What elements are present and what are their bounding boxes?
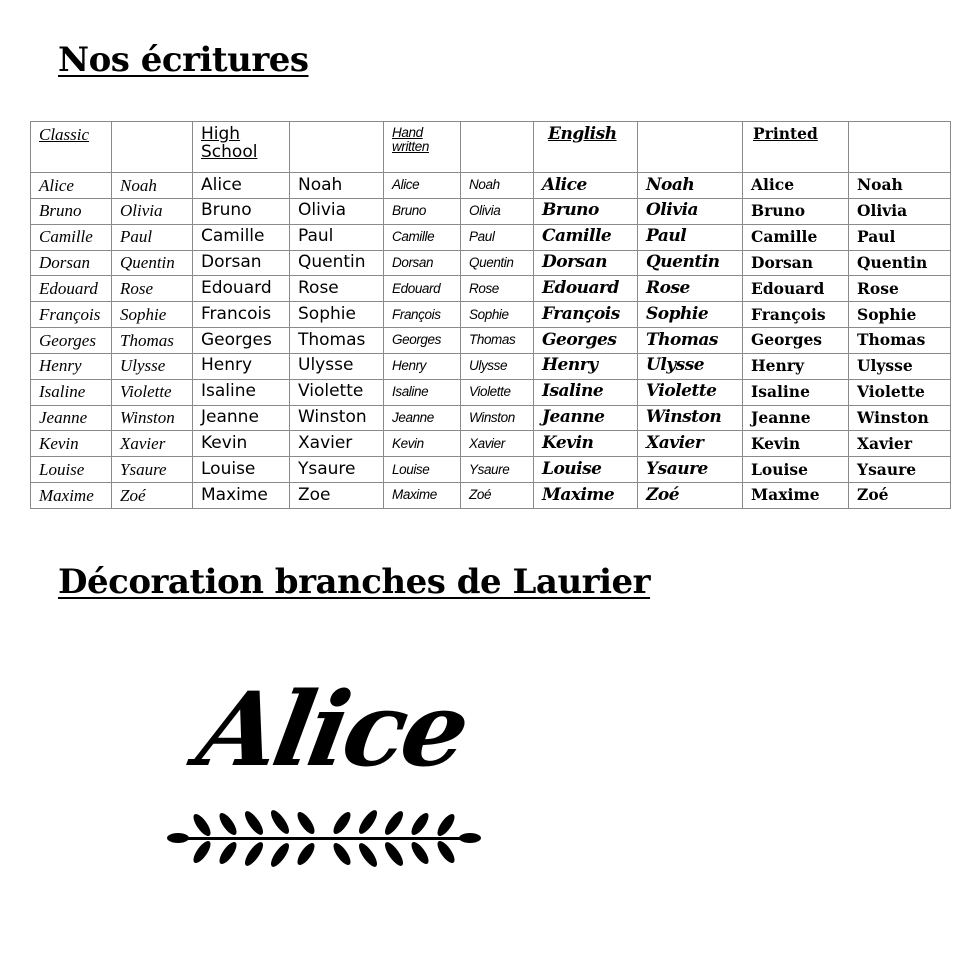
table-row xyxy=(31,457,951,483)
table-row xyxy=(31,276,951,302)
name-cell-classic: Noah xyxy=(112,173,193,199)
decoration-name-text: Alice xyxy=(189,670,475,790)
name-cell-english: Camille xyxy=(534,224,638,250)
name-cell-classic: Dorsan xyxy=(31,250,112,276)
name-cell-printed: Camille xyxy=(743,224,849,250)
name-cell-english: Winston xyxy=(638,405,743,431)
name-cell-high-school: Georges xyxy=(193,328,290,354)
name-cell-hand-written: Alice xyxy=(384,173,461,199)
table-row xyxy=(31,431,951,457)
name-cell-hand-written: Rose xyxy=(461,276,534,302)
name-cell-hand-written: Henry xyxy=(384,353,461,379)
name-cell-hand-written: Zoé xyxy=(461,483,534,509)
name-cell-printed: Xavier xyxy=(849,431,951,457)
name-cell-english: Paul xyxy=(638,224,743,250)
name-cell-classic: Zoé xyxy=(112,483,193,509)
header-printed: Printed xyxy=(743,122,849,173)
name-cell-printed: Quentin xyxy=(849,250,951,276)
name-cell-classic: Violette xyxy=(112,379,193,405)
name-cell-high-school: Dorsan xyxy=(193,250,290,276)
name-cell-printed: Paul xyxy=(849,224,951,250)
name-cell-hand-written: Georges xyxy=(384,328,461,354)
name-cell-printed: Jeanne xyxy=(743,405,849,431)
name-cell-classic: Bruno xyxy=(31,198,112,224)
name-cell-english: Ulysse xyxy=(638,353,743,379)
name-cell-high-school: Thomas xyxy=(290,328,384,354)
header-empty xyxy=(461,122,534,173)
name-cell-classic: Olivia xyxy=(112,198,193,224)
laurel-branch-icon xyxy=(164,803,484,873)
name-cell-high-school: Maxime xyxy=(193,483,290,509)
name-cell-high-school: Isaline xyxy=(193,379,290,405)
table-row xyxy=(31,224,951,250)
table-row xyxy=(31,302,951,328)
name-cell-high-school: Alice xyxy=(193,173,290,199)
name-cell-high-school: Violette xyxy=(290,379,384,405)
laurel-decoration-sample xyxy=(150,665,510,880)
name-cell-classic: Rose xyxy=(112,276,193,302)
name-cell-hand-written: Thomas xyxy=(461,328,534,354)
name-cell-printed: François xyxy=(743,302,849,328)
name-cell-printed: Sophie xyxy=(849,302,951,328)
name-cell-printed: Rose xyxy=(849,276,951,302)
name-cell-high-school: Bruno xyxy=(193,198,290,224)
name-cell-english: Sophie xyxy=(638,302,743,328)
name-cell-classic: Henry xyxy=(31,353,112,379)
name-cell-english: François xyxy=(534,302,638,328)
name-cell-printed: Ulysse xyxy=(849,353,951,379)
name-cell-high-school: Zoe xyxy=(290,483,384,509)
name-cell-high-school: Sophie xyxy=(290,302,384,328)
name-cell-printed: Zoé xyxy=(849,483,951,509)
name-cell-english: Dorsan xyxy=(534,250,638,276)
name-cell-english: Xavier xyxy=(638,431,743,457)
name-cell-classic: Maxime xyxy=(31,483,112,509)
name-cell-printed: Winston xyxy=(849,405,951,431)
name-cell-hand-written: Louise xyxy=(384,457,461,483)
name-cell-high-school: Henry xyxy=(193,353,290,379)
table-row xyxy=(31,405,951,431)
name-cell-hand-written: Xavier xyxy=(461,431,534,457)
name-cell-high-school: Olivia xyxy=(290,198,384,224)
name-cell-printed: Kevin xyxy=(743,431,849,457)
name-cell-high-school: Noah xyxy=(290,173,384,199)
font-samples-table xyxy=(30,121,951,509)
name-cell-high-school: Ysaure xyxy=(290,457,384,483)
name-cell-english: Olivia xyxy=(638,198,743,224)
name-cell-english: Quentin xyxy=(638,250,743,276)
name-cell-printed: Isaline xyxy=(743,379,849,405)
header-english: English xyxy=(534,122,638,173)
name-cell-english: Bruno xyxy=(534,198,638,224)
name-cell-classic: Quentin xyxy=(112,250,193,276)
name-cell-english: Maxime xyxy=(534,483,638,509)
table-row xyxy=(31,250,951,276)
name-cell-high-school: Francois xyxy=(193,302,290,328)
name-cell-printed: Dorsan xyxy=(743,250,849,276)
name-cell-english: Louise xyxy=(534,457,638,483)
name-cell-classic: Thomas xyxy=(112,328,193,354)
name-cell-high-school: Camille xyxy=(193,224,290,250)
header-empty xyxy=(849,122,951,173)
table-row xyxy=(31,353,951,379)
name-cell-high-school: Quentin xyxy=(290,250,384,276)
table-row xyxy=(31,173,951,199)
name-cell-hand-written: Bruno xyxy=(384,198,461,224)
name-cell-printed: Henry xyxy=(743,353,849,379)
name-cell-hand-written: Jeanne xyxy=(384,405,461,431)
name-cell-classic: Jeanne xyxy=(31,405,112,431)
name-cell-classic: Alice xyxy=(31,173,112,199)
name-cell-printed: Ysaure xyxy=(849,457,951,483)
name-cell-hand-written: Isaline xyxy=(384,379,461,405)
name-cell-classic: Sophie xyxy=(112,302,193,328)
name-cell-english: Edouard xyxy=(534,276,638,302)
name-cell-hand-written: Kevin xyxy=(384,431,461,457)
name-cell-high-school: Louise xyxy=(193,457,290,483)
table-row xyxy=(31,328,951,354)
header-empty xyxy=(290,122,384,173)
name-cell-classic: Isaline xyxy=(31,379,112,405)
header-empty xyxy=(112,122,193,173)
name-cell-high-school: Kevin xyxy=(193,431,290,457)
name-cell-classic: Winston xyxy=(112,405,193,431)
name-cell-hand-written: Dorsan xyxy=(384,250,461,276)
name-cell-printed: Georges xyxy=(743,328,849,354)
header-classic: Classic xyxy=(31,122,112,173)
table-row xyxy=(31,483,951,509)
name-cell-high-school: Rose xyxy=(290,276,384,302)
name-cell-hand-written: François xyxy=(384,302,461,328)
name-cell-classic: Kevin xyxy=(31,431,112,457)
name-cell-english: Thomas xyxy=(638,328,743,354)
name-cell-classic: François xyxy=(31,302,112,328)
table-row xyxy=(31,379,951,405)
name-cell-high-school: Jeanne xyxy=(193,405,290,431)
section-title-fonts: Nos écritures xyxy=(58,40,309,80)
name-cell-printed: Alice xyxy=(743,173,849,199)
header-high-school: High School xyxy=(193,122,290,173)
name-cell-printed: Louise xyxy=(743,457,849,483)
name-cell-english: Violette xyxy=(638,379,743,405)
name-cell-printed: Violette xyxy=(849,379,951,405)
name-cell-english: Noah xyxy=(638,173,743,199)
name-cell-hand-written: Winston xyxy=(461,405,534,431)
name-cell-hand-written: Paul xyxy=(461,224,534,250)
name-cell-hand-written: Edouard xyxy=(384,276,461,302)
header-empty xyxy=(638,122,743,173)
name-cell-hand-written: Olivia xyxy=(461,198,534,224)
name-cell-english: Ysaure xyxy=(638,457,743,483)
name-cell-english: Henry xyxy=(534,353,638,379)
name-cell-high-school: Edouard xyxy=(193,276,290,302)
name-cell-hand-written: Ysaure xyxy=(461,457,534,483)
name-cell-classic: Camille xyxy=(31,224,112,250)
name-cell-classic: Paul xyxy=(112,224,193,250)
name-cell-classic: Louise xyxy=(31,457,112,483)
name-cell-english: Georges xyxy=(534,328,638,354)
name-cell-high-school: Paul xyxy=(290,224,384,250)
name-cell-classic: Ulysse xyxy=(112,353,193,379)
name-cell-printed: Noah xyxy=(849,173,951,199)
table-row xyxy=(31,198,951,224)
name-cell-classic: Xavier xyxy=(112,431,193,457)
name-cell-english: Zoé xyxy=(638,483,743,509)
name-cell-hand-written: Ulysse xyxy=(461,353,534,379)
table-header-row xyxy=(31,122,951,173)
name-cell-hand-written: Camille xyxy=(384,224,461,250)
name-cell-classic: Edouard xyxy=(31,276,112,302)
name-cell-high-school: Winston xyxy=(290,405,384,431)
name-cell-printed: Olivia xyxy=(849,198,951,224)
name-cell-printed: Edouard xyxy=(743,276,849,302)
name-cell-english: Kevin xyxy=(534,431,638,457)
name-cell-classic: Ysaure xyxy=(112,457,193,483)
name-cell-english: Isaline xyxy=(534,379,638,405)
name-cell-hand-written: Violette xyxy=(461,379,534,405)
name-cell-high-school: Xavier xyxy=(290,431,384,457)
name-cell-english: Rose xyxy=(638,276,743,302)
section-title-decoration: Décoration branches de Laurier xyxy=(58,562,651,602)
name-cell-hand-written: Noah xyxy=(461,173,534,199)
name-cell-hand-written: Quentin xyxy=(461,250,534,276)
name-cell-printed: Maxime xyxy=(743,483,849,509)
name-cell-printed: Bruno xyxy=(743,198,849,224)
name-cell-hand-written: Sophie xyxy=(461,302,534,328)
name-cell-hand-written: Maxime xyxy=(384,483,461,509)
name-cell-classic: Georges xyxy=(31,328,112,354)
header-hand-written: Hand written xyxy=(384,122,461,173)
name-cell-high-school: Ulysse xyxy=(290,353,384,379)
name-cell-english: Alice xyxy=(534,173,638,199)
name-cell-english: Jeanne xyxy=(534,405,638,431)
name-cell-printed: Thomas xyxy=(849,328,951,354)
